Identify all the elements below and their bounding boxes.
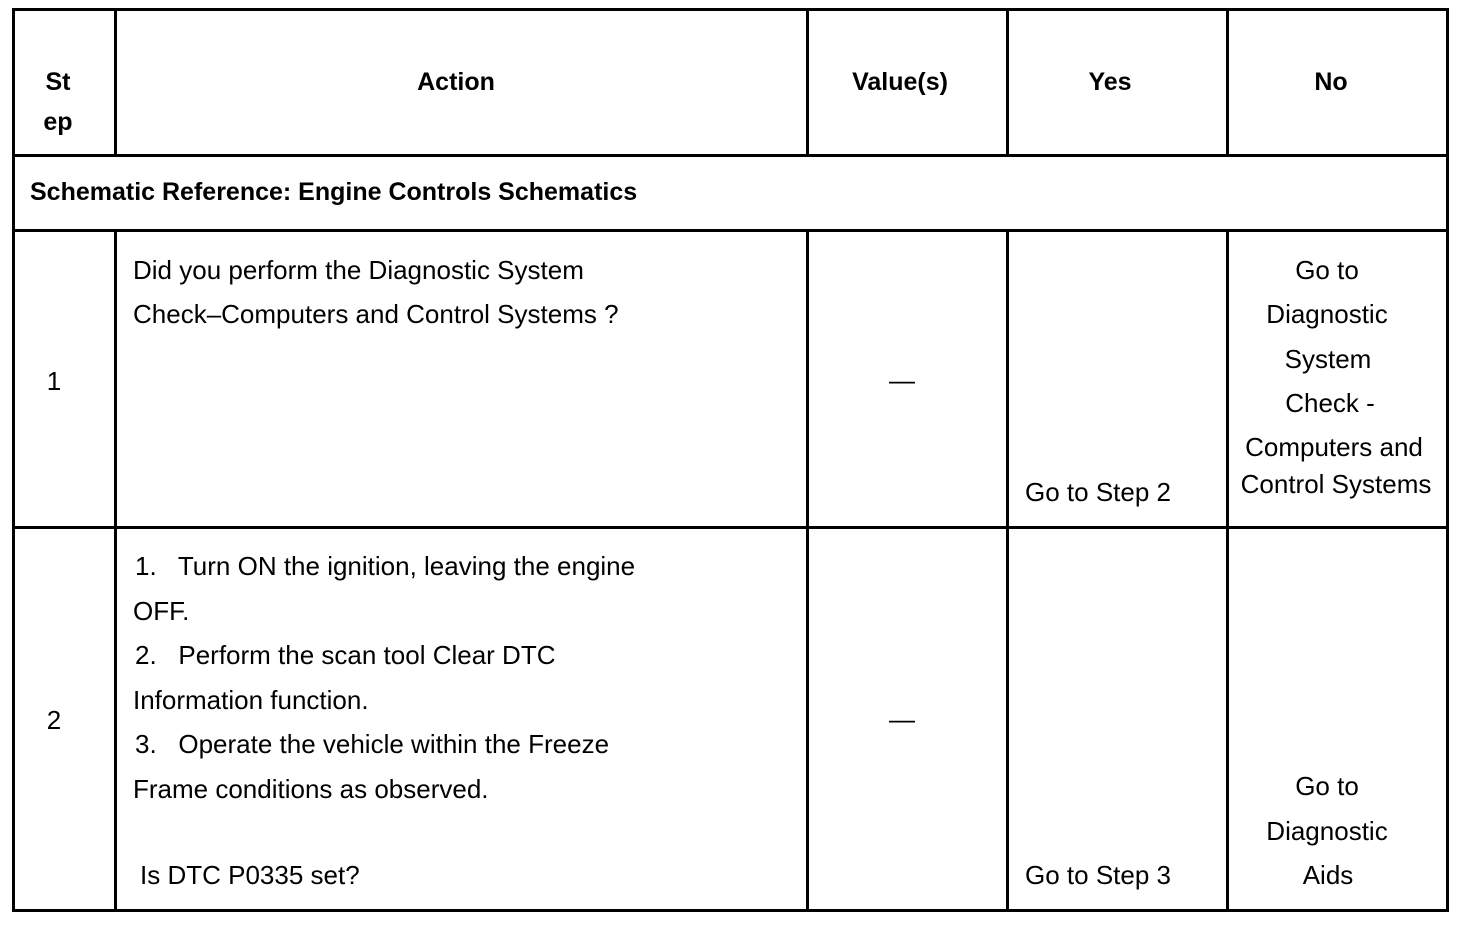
row1-no-line2: Diagnostic [1266, 299, 1388, 329]
row2-action-line6: Frame conditions as observed. [133, 774, 489, 804]
row1-no-line5: Computers and [1245, 432, 1423, 462]
col-divider-step [114, 229, 117, 912]
header-action: Action [417, 68, 495, 96]
row2-yes: Go to Step 3 [1025, 860, 1171, 890]
col-divider-action [806, 8, 809, 156]
header-divider [12, 154, 1449, 157]
table-border-top [12, 8, 1449, 11]
row2-value: — [889, 704, 915, 734]
header-no: No [1314, 68, 1348, 96]
table-border-right [1446, 8, 1449, 912]
col-divider-step [114, 8, 117, 156]
col-divider-action [806, 229, 809, 912]
row1-no-line3: System [1284, 344, 1372, 374]
schematic-divider [12, 229, 1449, 232]
row1-no-line1: Go to [1295, 255, 1359, 285]
header-values: Value(s) [852, 68, 948, 96]
row2-action-line3: 2. Perform the scan tool Clear DTC [135, 640, 556, 670]
row1-action-line1: Did you perform the Diagnostic System [133, 255, 584, 285]
row2-no-line1: Go to [1295, 771, 1359, 801]
col-divider-yes [1226, 8, 1229, 156]
row1-yes: Go to Step 2 [1025, 477, 1171, 507]
row2-no-line3: Aids [1302, 860, 1354, 890]
row2-action-line2: OFF. [133, 596, 190, 626]
row1-no-line6: Control Systems [1240, 469, 1432, 499]
table-border-bottom [12, 909, 1449, 912]
col-divider-values [1006, 229, 1009, 912]
row2-step: 2 [46, 705, 62, 735]
table-border-left [12, 8, 15, 912]
schematic-reference: Schematic Reference: Engine Controls Schematics [30, 178, 638, 206]
row2-action-line1: 1. Turn ON the ignition, leaving the engine [135, 551, 636, 581]
row-divider [12, 526, 1449, 529]
row2-action-line4: Information function. [133, 685, 369, 715]
row1-step: 1 [46, 366, 62, 396]
row2-action-question: Is DTC P0335 set? [140, 860, 360, 890]
row1-value: — [889, 365, 915, 395]
header-step-line1: St [45, 68, 71, 96]
row2-action-line5: 3. Operate the vehicle within the Freeze [135, 729, 610, 759]
col-divider-values [1006, 8, 1009, 156]
row1-action-line2: Check–Computers and Control Systems ? [133, 299, 619, 329]
header-step-line2: ep [43, 108, 73, 136]
col-divider-yes [1226, 229, 1229, 912]
header-yes: Yes [1088, 68, 1132, 96]
row1-no-line4: Check - [1285, 388, 1375, 418]
row2-no-line2: Diagnostic [1266, 816, 1388, 846]
